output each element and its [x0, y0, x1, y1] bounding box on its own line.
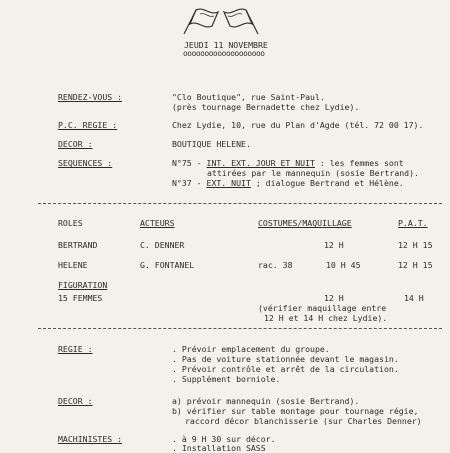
pat-helene: 12 H 15 [398, 260, 433, 270]
role-helene: HELENE [58, 260, 88, 270]
col-roles: ROLES [58, 218, 83, 228]
figuration-label: FIGURATION [58, 280, 108, 290]
figuration-who: 15 FEMMES [58, 293, 103, 303]
col-costumes: COSTUMES/MAQUILLAGE [258, 218, 352, 228]
decor2-line1: a) prévoir mannequin (sosie Bertrand). [172, 396, 360, 406]
figuration-pat: 14 H [404, 293, 424, 303]
figuration-costume: 12 H [324, 293, 344, 303]
date-header: JEUDI 11 NOVEMBRE [184, 40, 268, 50]
regie-item: . Prévoir emplacement du groupe. [172, 344, 330, 354]
costume-helene: 10 H 45 [326, 260, 361, 270]
sequences-label: SEQUENCES : [58, 158, 113, 168]
decor2-line2: b) vérifier sur table montage pour tournage régie, [172, 406, 419, 416]
machinistes-label: MACHINISTES : [58, 434, 123, 444]
costume-bertrand: 12 H [324, 240, 344, 250]
col-pat: P.A.T. [398, 218, 428, 228]
role-bertrand: BERTRAND [58, 240, 98, 250]
decor2-label: DECOR : [58, 396, 93, 406]
acteur-fontanel: G. FONTANEL [140, 260, 195, 270]
divider [38, 328, 442, 329]
date-ornament: ooooooooooooooooooo [183, 49, 265, 58]
pc-regie-value: Chez Lydie, 10, rue du Plan d'Agde (tél. 72 00 17). [172, 120, 424, 130]
rdv-line1: "Clo Boutique", rue Saint-Paul. [172, 92, 325, 102]
sequence-75: N°75 - INT. EXT. JOUR ET NUIT : les femmes sont [172, 158, 404, 168]
flags-logo-icon [178, 4, 264, 38]
regie-item: . Supplément borniole. [172, 374, 281, 384]
decor-label: DECOR : [58, 139, 93, 149]
decor2-line3: raccord décor blanchisserie (sur Charles Denner) [185, 416, 422, 426]
rdv-label: RENDEZ-VOUS : [58, 92, 123, 102]
decor-value: BOUTIQUE HELENE. [172, 139, 251, 149]
figuration-note1: (vérifier maquillage entre [258, 303, 387, 313]
sequence-37: N°37 - EXT. NUIT ; dialogue Bertrand et Hélène. [172, 178, 404, 188]
rac-helene: rac. 38 [258, 260, 293, 270]
figuration-note2: 12 H et 14 H chez Lydie). [264, 313, 388, 323]
pat-bertrand: 12 H 15 [398, 240, 433, 250]
pc-regie-label: P.C. REGIE : [58, 120, 118, 130]
col-acteurs: ACTEURS [140, 218, 175, 228]
divider [38, 203, 442, 204]
rdv-line2: (près tournage Bernadette chez Lydie). [172, 102, 360, 112]
acteur-denner: C. DENNER [140, 240, 185, 250]
sequence-75-desc: attirées par le mannequin (sosie Bertrand). [207, 168, 419, 178]
regie-label: REGIE : [58, 344, 93, 354]
machinistes-line1: . à 9 H 30 sur décor. [172, 434, 276, 444]
regie-item: . Pas de voiture stationnée devant le magasin. [172, 354, 399, 364]
machinistes-line2: . Installation SASS [172, 443, 266, 453]
regie-item: . Prévoir contrôle et arrêt de la circulation. [172, 364, 399, 374]
